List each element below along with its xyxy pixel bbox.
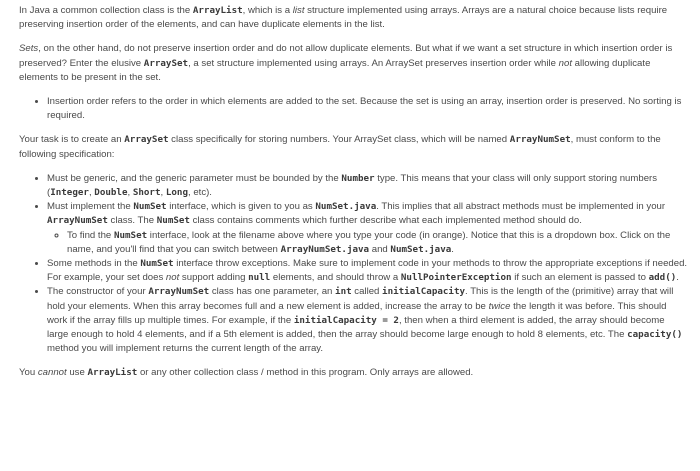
spec-sub-bullet-dropdown: ◦ To find the NumSet interface, look at the filename above where you type your code (in orange). Notice that this is a dropdown box. Click on the name, and you'll find that you can switch between ArrayNumSet.java and NumSet.java. bbox=[67, 229, 688, 257]
inline-code: ArrayList bbox=[87, 367, 138, 379]
inline-code: ArrayNumSet bbox=[509, 134, 571, 146]
inline-code: ArraySet bbox=[143, 57, 189, 69]
inline-code: null bbox=[248, 272, 271, 284]
spec-bullet-exceptions-text: Some methods in the NumSet interface throw exceptions. Make sure to implement code in your methods to throw the appropriate exceptions if needed. For example, your set does not support adding null elements, and should throw a NullPointerException if such an element is passed to add(). bbox=[47, 258, 688, 284]
inline-code: Short bbox=[132, 187, 161, 199]
intro-bullet-1: • Insertion order refers to the order in which elements are added to the set. Because the set is using an array, insertion order is preserved. No sorting is required. bbox=[47, 95, 688, 123]
inline-code: Integer bbox=[50, 187, 89, 199]
inline-code: capacity() bbox=[627, 329, 683, 341]
inline-code: Number bbox=[341, 172, 375, 184]
emphasis: cannot bbox=[37, 367, 67, 379]
intro-bullet-list bbox=[19, 95, 688, 123]
emphasis: not bbox=[558, 57, 572, 69]
inline-code: NumSet bbox=[133, 201, 167, 213]
spec-bullet-constructor bbox=[47, 285, 688, 356]
inline-code: NumSet bbox=[156, 215, 190, 227]
inline-code: ArrayNumSet bbox=[47, 215, 108, 227]
inline-code: NumSet.java bbox=[390, 243, 452, 255]
spec-bullet-constructor-text: The constructor of your ArrayNumSet class has one parameter, an int called initialCapacity. This is the length of the (primitive) array that will hold your elements. When this array becomes full and a new element is added, increase the array to be twice the length it was before. This should work if the array fills up multiple times. For example, if the initialCapacity = 2, then when a third element is added, the array should become large enough to hold 4 elements, and if a 5th element is added, then the array should become large enough to hold 8 elements, etc. The capacity() method you will implement returns the current length of the array. bbox=[47, 286, 683, 355]
closing-paragraph: You cannot use ArrayList or any other collection class / method in this program. Only arrays are allowed. bbox=[19, 367, 474, 379]
inline-code: initialCapacity bbox=[382, 286, 466, 298]
inline-code: NumSet bbox=[113, 229, 148, 241]
inline-code: ArrayNumSet bbox=[148, 286, 210, 298]
emphasis: twice bbox=[488, 300, 511, 312]
emphasis: Sets bbox=[19, 43, 39, 55]
inline-code: add() bbox=[648, 272, 677, 284]
inline-code: NullPointerException bbox=[400, 272, 512, 284]
emphasis: list bbox=[292, 5, 305, 16]
inline-code: ArrayNumSet.java bbox=[280, 243, 370, 255]
inline-code: ArraySet bbox=[124, 134, 169, 146]
spec-bullet-numset-text: Must implement the NumSet interface, which is given to you as NumSet.java. This implies that all abstract methods must be implemented in your ArrayNumSet class. The NumSet class contains comments which further describe what each implemented method should do. bbox=[47, 201, 666, 227]
intro-paragraph-1: In Java a common collection class is the ArrayList, which is a list structure implemented using arrays. Arrays are a natural choice because lists require preserving insertion order of the elements, and can have duplicate elements in the list. bbox=[19, 5, 668, 31]
inline-code: initialCapacity = 2 bbox=[293, 314, 399, 326]
inline-code: Long bbox=[165, 187, 188, 199]
inline-code: NumSet bbox=[140, 258, 174, 270]
spec-bullet-generic-text: Must be generic, and the generic parameter must be bounded by the Number type. This means that your class will only support storing numbers (Integer, Double, Short, Long, etc). bbox=[47, 172, 658, 199]
inline-code: int bbox=[335, 286, 352, 298]
spec-bullet-generic bbox=[47, 172, 688, 200]
intro-paragraph-2: Sets, on the other hand, do not preserve insertion order and do not allow duplicate elements. But what if we want a set structure in which insertion order is preserved? Enter the elusive ArraySet, a set structure implemented using arrays. An ArraySet preserves insertion order while not allowing duplicate elements to be present in the set. bbox=[19, 43, 673, 83]
inline-code: Double bbox=[94, 187, 128, 199]
spec-sub-list bbox=[47, 229, 688, 257]
spec-bullet-exceptions bbox=[47, 257, 688, 285]
task-paragraph: Your task is to create an ArraySet class specifically for storing numbers. Your ArraySet class, which will be named ArrayNumSet, must conform to the following specification: bbox=[19, 134, 661, 160]
inline-code: NumSet.java bbox=[315, 201, 377, 213]
spec-bullet-numset bbox=[47, 200, 688, 257]
emphasis: not bbox=[165, 272, 180, 284]
spec-bullet-list bbox=[19, 172, 688, 357]
inline-code: ArrayList bbox=[192, 5, 243, 16]
